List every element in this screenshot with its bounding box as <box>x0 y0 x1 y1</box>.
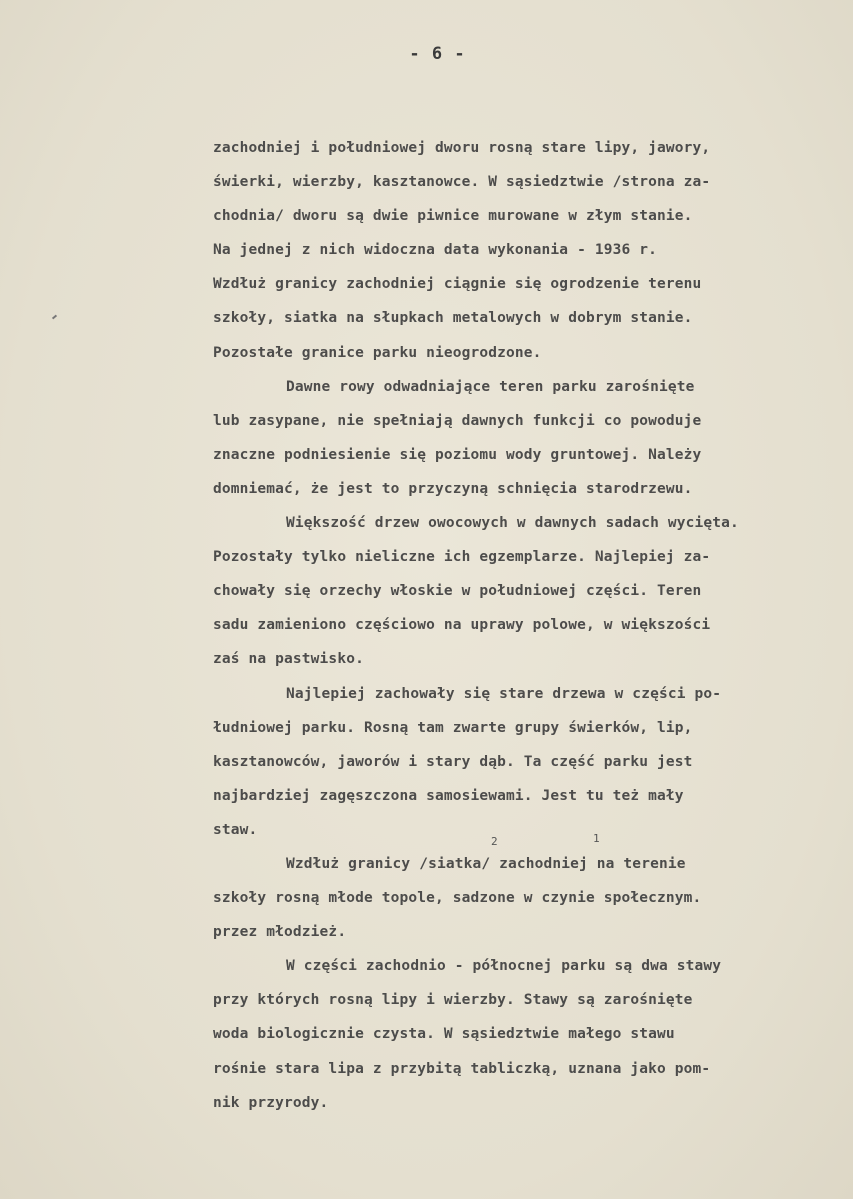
text-line: woda biologicznie czysta. W sąsiedztwie małego stawu <box>213 1026 675 1043</box>
text-line: Większość drzew owocowych w dawnych sadach wycięta. <box>286 515 739 532</box>
handwritten-annotation-2: 2 <box>491 835 498 848</box>
text-line: szkoły rosną młode topole, sadzone w czynie społecznym. <box>213 890 702 907</box>
text-line: sadu zamieniono częściowo na uprawy polowe, w większości <box>213 617 711 634</box>
text-line: rośnie stara lipa z przybitą tabliczką, uznana jako pom- <box>213 1060 711 1077</box>
text-line: znaczne podniesienie się poziomu wody gruntowej. Należy <box>213 446 702 463</box>
text-line: Dawne rowy odwadniające teren parku zarośnięte <box>286 378 695 395</box>
text-line: Najlepiej zachowały się stare drzewa w części po- <box>286 685 722 702</box>
text-line: W części zachodnio - północnej parku są dwa stawy <box>286 958 722 975</box>
text-line: staw. <box>213 821 258 838</box>
text-line: zaś na pastwisko. <box>213 651 364 668</box>
text-line: łudniowej parku. Rosną tam zwarte grupy świerków, lip, <box>213 719 693 736</box>
text-line: zachodniej i południowej dworu rosną stare lipy, jawory, <box>213 140 711 156</box>
page-number: - 6 - <box>409 44 466 64</box>
text-line: Pozostałe granice parku nieogrodzone. <box>213 344 542 361</box>
handwritten-annotation-1: 1 <box>593 832 600 845</box>
text-line: Wzdłuż granicy /siatka/ zachodniej na terenie <box>286 855 686 872</box>
text-line: świerki, wierzby, kasztanowce. W sąsiedztwie /strona za- <box>213 174 711 191</box>
text-line: domniemać, że jest to przyczyną schnięcia starodrzewu. <box>213 480 693 497</box>
text-line: chowały się orzechy włoskie w południowej części. Teren <box>213 583 702 600</box>
body-text <box>213 131 828 1120</box>
text-line: chodnia/ dworu są dwie piwnice murowane w złym stanie. <box>213 208 693 225</box>
text-line: przez młodzież. <box>213 924 347 941</box>
text-line: Na jednej z nich widoczna data wykonania - 1936 r. <box>213 242 657 259</box>
text-line: lub zasypane, nie spełniają dawnych funkcji co powoduje <box>213 412 702 429</box>
text-line: Wzdłuż granicy zachodniej ciągnie się ogrodzenie terenu <box>213 276 702 293</box>
margin-mark <box>52 315 57 320</box>
text-line: Pozostały tylko nieliczne ich egzemplarze. Najlepiej za- <box>213 549 711 566</box>
text-line: nik przyrody. <box>213 1094 329 1111</box>
text-line: najbardziej zagęszczona samosiewami. Jest tu też mały <box>213 787 684 804</box>
text-line: przy których rosną lipy i wierzby. Stawy są zarośnięte <box>213 992 693 1009</box>
text-line: kasztanowców, jaworów i stary dąb. Ta część parku jest <box>213 753 693 770</box>
text-line: szkoły, siatka na słupkach metalowych w dobrym stanie. <box>213 310 693 327</box>
